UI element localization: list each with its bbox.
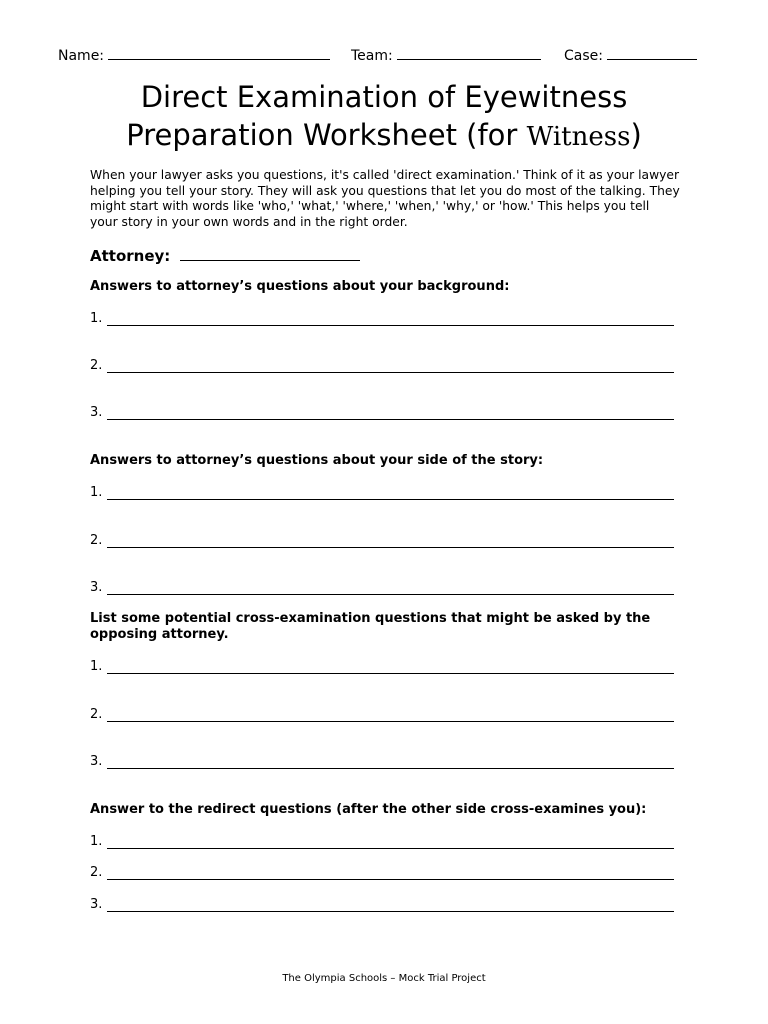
item-number: 3. (90, 580, 103, 595)
section-heading-story: Answers to attorney’s questions about your side of the story: (90, 453, 544, 468)
section-heading-cross-examination: List some potential cross-examination questions that might be asked by the opposing attorney. (90, 611, 651, 642)
answer-rule (107, 673, 674, 674)
name-blank[interactable] (108, 44, 330, 60)
answer-line[interactable] (90, 579, 674, 597)
item-number: 3. (90, 754, 103, 769)
case-label: Case: (564, 48, 603, 64)
answer-rule (107, 372, 674, 373)
case-blank[interactable] (607, 44, 697, 60)
answer-rule (107, 547, 674, 548)
header-fields (58, 44, 698, 66)
answer-line[interactable] (90, 357, 674, 375)
answer-line[interactable] (90, 753, 674, 771)
team-label: Team: (351, 48, 393, 64)
answer-line[interactable] (90, 658, 674, 676)
item-number: 3. (90, 897, 103, 912)
answer-line[interactable] (90, 864, 674, 882)
attorney-label: Attorney: (90, 247, 171, 265)
item-number: 1. (90, 311, 103, 326)
section-heading-background: Answers to attorney’s questions about your background: (90, 279, 510, 294)
item-number: 2. (90, 358, 103, 373)
answer-rule (107, 594, 674, 595)
answer-rule (107, 325, 674, 326)
answer-line[interactable] (90, 833, 674, 851)
name-field (58, 44, 330, 66)
name-label: Name: (58, 48, 105, 64)
answer-rule (107, 911, 674, 912)
answer-rule (107, 419, 674, 420)
title-line-2 (0, 116, 768, 156)
title-witness: Witness (526, 122, 631, 152)
answer-line[interactable] (90, 896, 674, 914)
team-field (351, 44, 541, 66)
answer-line[interactable] (90, 706, 674, 724)
attorney-blank[interactable] (180, 244, 360, 261)
answer-line[interactable] (90, 484, 674, 502)
team-blank[interactable] (397, 44, 541, 60)
intro-paragraph: When your lawyer asks you questions, it's called 'direct examination.' Think of it as your lawyer helping you tell your story. They will ask you questions that let you do most of the talking. They might start with words like 'who,' 'what,' 'where,' 'when,' 'why,' or 'how.' This helps you tell your story in your own words and in the right order. (90, 168, 680, 229)
attorney-field (90, 244, 360, 265)
item-number: 1. (90, 834, 103, 849)
item-number: 3. (90, 405, 103, 420)
item-number: 2. (90, 533, 103, 548)
item-number: 2. (90, 865, 103, 880)
section-heading-redirect: Answer to the redirect questions (after the other side cross-examines you): (90, 802, 647, 817)
answer-rule (107, 721, 674, 722)
answer-line[interactable] (90, 310, 674, 328)
answer-rule (107, 499, 674, 500)
answer-rule (107, 848, 674, 849)
page-title (0, 78, 768, 156)
answer-line[interactable] (90, 532, 674, 550)
title-line-1: Direct Examination of Eyewitness (140, 80, 628, 114)
answer-rule (107, 879, 674, 880)
case-field (564, 44, 697, 66)
page-footer: The Olympia Schools – Mock Trial Project (282, 973, 486, 984)
answer-line[interactable] (90, 404, 674, 422)
item-number: 1. (90, 659, 103, 674)
title-line-2-post: ) (630, 118, 642, 152)
answer-rule (107, 768, 674, 769)
item-number: 2. (90, 707, 103, 722)
title-line-2-pre: Preparation Worksheet (for (126, 118, 527, 152)
item-number: 1. (90, 485, 103, 500)
